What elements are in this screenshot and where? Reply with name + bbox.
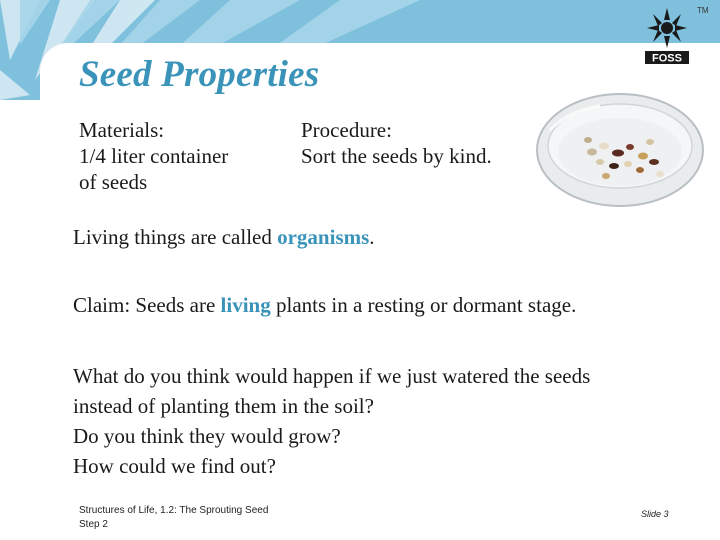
footer-course — [79, 504, 268, 532]
trademark-mark: TM — [697, 6, 709, 15]
footer-course-line2: Step 2 — [79, 519, 108, 530]
materials-heading: Materials: — [79, 118, 165, 142]
question-line: Do you think they would grow? — [73, 424, 341, 448]
materials-text — [79, 143, 279, 195]
footer-course-line1: Structures of Life, 1.2: The Sprouting Seed — [79, 505, 269, 516]
organisms-statement — [73, 224, 375, 250]
page-title: Seed Properties — [79, 54, 320, 95]
procedure-heading: Procedure: — [301, 118, 392, 142]
foss-logo — [641, 4, 693, 66]
procedure-text: Sort the seeds by kind. — [301, 144, 492, 168]
claim-suffix: plants in a resting or dormant stage. — [270, 293, 577, 317]
question-line: How could we find out? — [73, 454, 276, 478]
questions-block — [73, 361, 693, 481]
question-line: What do you think would happen if we just watered the seeds — [73, 364, 591, 388]
seed-container-image — [530, 90, 710, 215]
question-line: instead of planting them in the soil? — [73, 394, 374, 418]
claim-statement — [73, 292, 576, 318]
claim-prefix: Claim: Seeds are — [73, 293, 221, 317]
materials-line1: 1/4 liter container — [79, 144, 229, 168]
organisms-suffix: . — [369, 225, 375, 249]
logo-text: FOSS — [652, 52, 682, 65]
organisms-highlight: organisms — [277, 225, 370, 249]
materials-line2: of seeds — [79, 170, 148, 194]
organisms-prefix: Living things are called — [73, 225, 278, 249]
claim-highlight: living — [220, 293, 271, 317]
slide-number: Slide 3 — [641, 509, 669, 519]
